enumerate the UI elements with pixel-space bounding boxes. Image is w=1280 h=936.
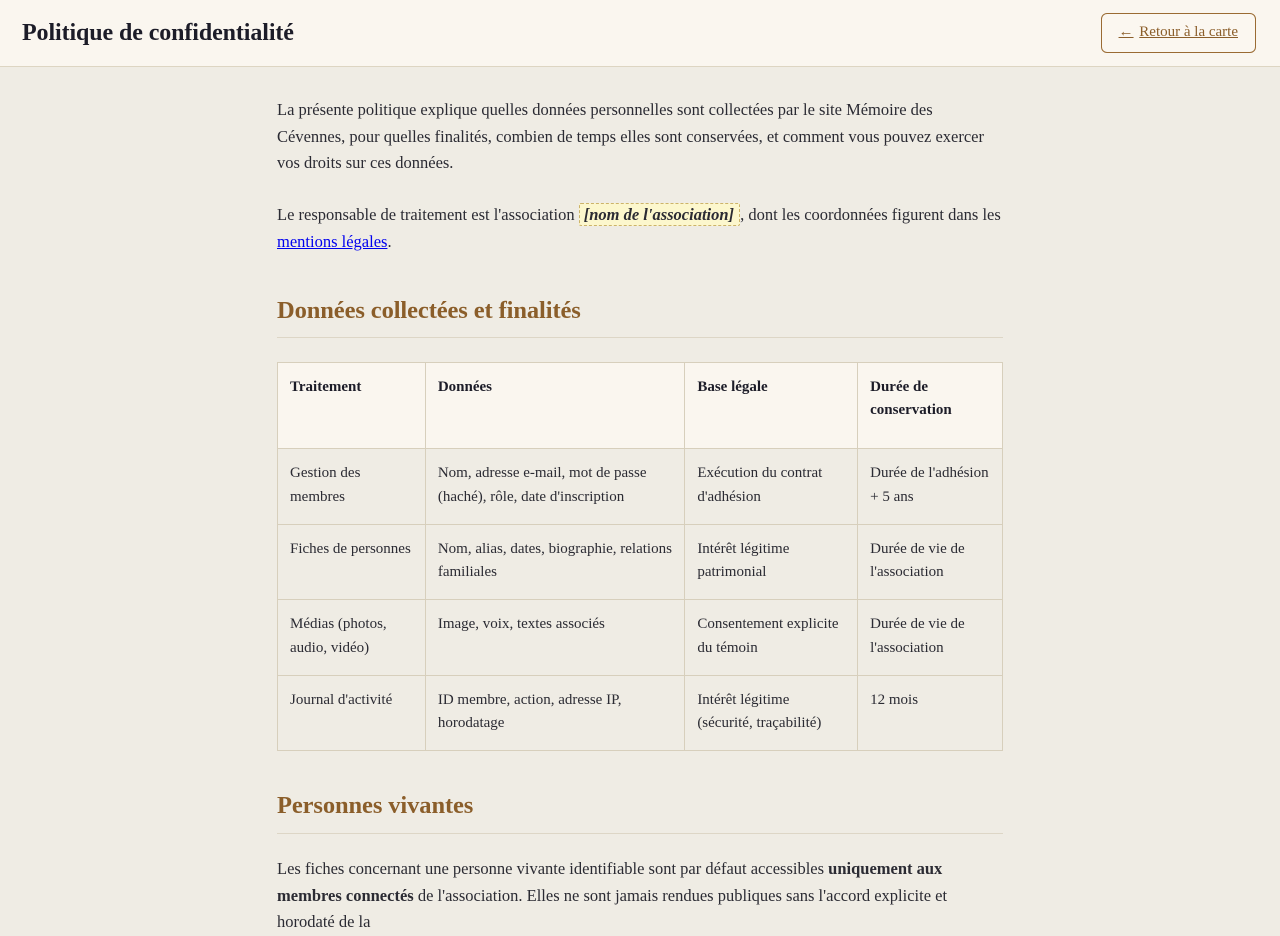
section-heading-living-persons: Personnes vivantes [277,792,474,820]
page-header-bar [0,0,1280,67]
responsible-party-text-middle: , dont les coordonnées figurent dans les [740,205,1001,225]
table-row [278,675,1003,751]
cell-duree: Durée de vie de l'association [858,600,1003,676]
living-persons-paragraph [277,856,1003,936]
table-row [278,600,1003,676]
back-button-label: Retour à la carte [1139,24,1238,40]
living-persons-emphasis: uniquement aux membres connectés [277,858,943,905]
table-row [278,449,1003,525]
cell-base-legale: Consentement explicite du témoin [685,600,858,676]
column-header-duree-conservation: Durée de conservation [858,362,1003,449]
content-column [277,67,1003,936]
cell-duree: 12 mois [858,675,1003,751]
cell-base-legale: Intérêt légitime (sécurité, traçabilité) [685,675,858,751]
association-name-placeholder: [nom de l'association] [579,203,740,226]
cell-traitement: Journal d'activité [278,675,426,751]
cell-traitement: Médias (photos, audio, vidéo) [278,600,426,676]
table-body [278,449,1003,751]
table-row [278,524,1003,600]
cell-donnees: Image, voix, textes associés [425,600,684,676]
table-header [278,362,1003,449]
cell-base-legale: Intérêt légitime patrimonial [685,524,858,600]
section-divider-living-persons [277,833,1003,834]
living-persons-text-before: Les fiches concernant une personne vivante identifiable sont par défaut accessibles [277,858,829,878]
responsible-party-text-before: Le responsable de traitement est l'association [277,205,579,225]
intro-paragraph-1: La présente politique explique quelles données personnelles sont collectées par le site Mémoire des Cévennes, pour quelles finalités, combien de temps elles sont conservées, et comment vous pouvez exercer vos droits sur ces données. [277,100,984,173]
cell-duree: Durée de l'adhésion + 5 ans [858,449,1003,525]
responsible-party-text-after: . [387,231,392,251]
cell-duree: Durée de vie de l'association [858,524,1003,600]
column-header-traitement: Traitement [278,362,426,449]
cell-base-legale: Exécution du contrat d'adhésion [685,449,858,525]
cell-donnees: Nom, adresse e-mail, mot de passe (haché), rôle, date d'inscription [425,449,684,525]
page-title: Politique de confidentialité [22,19,294,46]
section-divider-data-collected [277,337,1003,338]
living-persons-text-after: de l'association. Elles ne sont jamais rendues publiques sans l'accord explicite et horodaté de la [277,885,948,932]
data-collection-table [277,362,1003,752]
intro-paragraph-2 [277,202,1003,255]
cell-donnees: Nom, alias, dates, biographie, relations familiales [425,524,684,600]
table-header-row [278,362,1003,449]
column-header-donnees: Données [425,362,684,449]
page-scroll-area[interactable] [0,67,1280,932]
cell-donnees: ID membre, action, adresse IP, horodatage [425,675,684,751]
cell-traitement: Fiches de personnes [278,524,426,600]
back-arrow-icon: ← [1118,24,1134,40]
column-header-base-legale: Base légale [685,362,858,449]
section-heading-data-collected: Données collectées et finalités [277,296,581,324]
legal-notice-link[interactable]: mentions légales [277,231,388,251]
cell-traitement: Gestion des membres [278,449,426,525]
back-to-map-button[interactable] [1101,13,1256,53]
